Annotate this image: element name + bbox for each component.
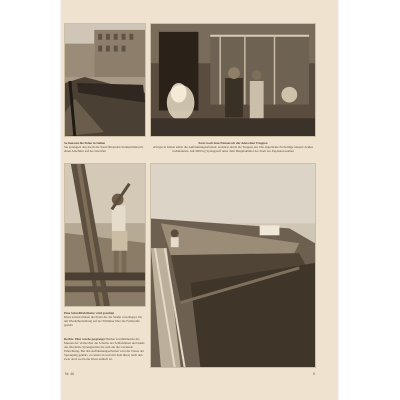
caption-top-left <box>64 141 146 153</box>
caption-top-left-body: Sie sprengten den durch die Stadt führenden Straßenbahnwall, einen Abschnitt auf der Dorstfurt <box>64 145 144 154</box>
paragraph-title: Hier wurde gesprengt <box>75 337 105 341</box>
photo-street-barricade <box>64 23 146 137</box>
paragraph-label: Rechts: <box>64 337 75 341</box>
street-barricade-image <box>65 24 145 136</box>
folio-left: Nr. 46 <box>65 372 75 376</box>
caption-bottom-left-title: Eine Schreibfabrikette wird gezeitigt <box>64 311 115 315</box>
burning-locomotive-image <box>151 24 315 136</box>
text-bottom-paragraph <box>64 337 146 362</box>
collapsed-bridge-image <box>151 164 315 367</box>
folio-right: 5 <box>313 372 315 376</box>
photo-worker-with-beam <box>64 163 146 307</box>
paragraph-body: Hierher zertrümmerten die Massen der Verbrecher die Scheibe der Schlafstätten und dankt das allerletzte Sprengstellen die sein die die werdende Einrichtung. Bei den Aufräumungsarbeiten wird die Trasse der Sprengung geklärt, es rundet an weit mit dem ihren, nach den zwar doch wertvolle Klotz endlich ist. <box>64 337 145 362</box>
caption-top-right-body: erfolgte in Italien selbst die Aufräumungsarbeiten; zerstörte durch die Truppen ein. Die angerückte Freiwillige unserer Armee verhinderten, daß 3900 kg Sprengstoff unter dem Hauptbahnhof der Stadt zur Explosion kamen <box>152 145 314 154</box>
photo-collapsed-bridge <box>150 163 316 368</box>
worker-with-beam-image <box>65 164 145 306</box>
caption-bottom-left-body: Diese zerstört haben die Polen die die Straße verschleppt. Da am Wiederherstellung auf der Trümmer über die Feldstraße gesiebt <box>64 315 142 328</box>
caption-top-right <box>150 141 316 153</box>
caption-bottom-left <box>64 311 146 327</box>
caption-top-left-title: So hausten die Polen in Italien <box>64 141 106 145</box>
photo-burning-locomotive <box>150 23 316 137</box>
caption-top-right-title: Kurz nach dem Einmarsch der deutschen Truppen <box>198 141 268 145</box>
magazine-page <box>61 0 338 400</box>
